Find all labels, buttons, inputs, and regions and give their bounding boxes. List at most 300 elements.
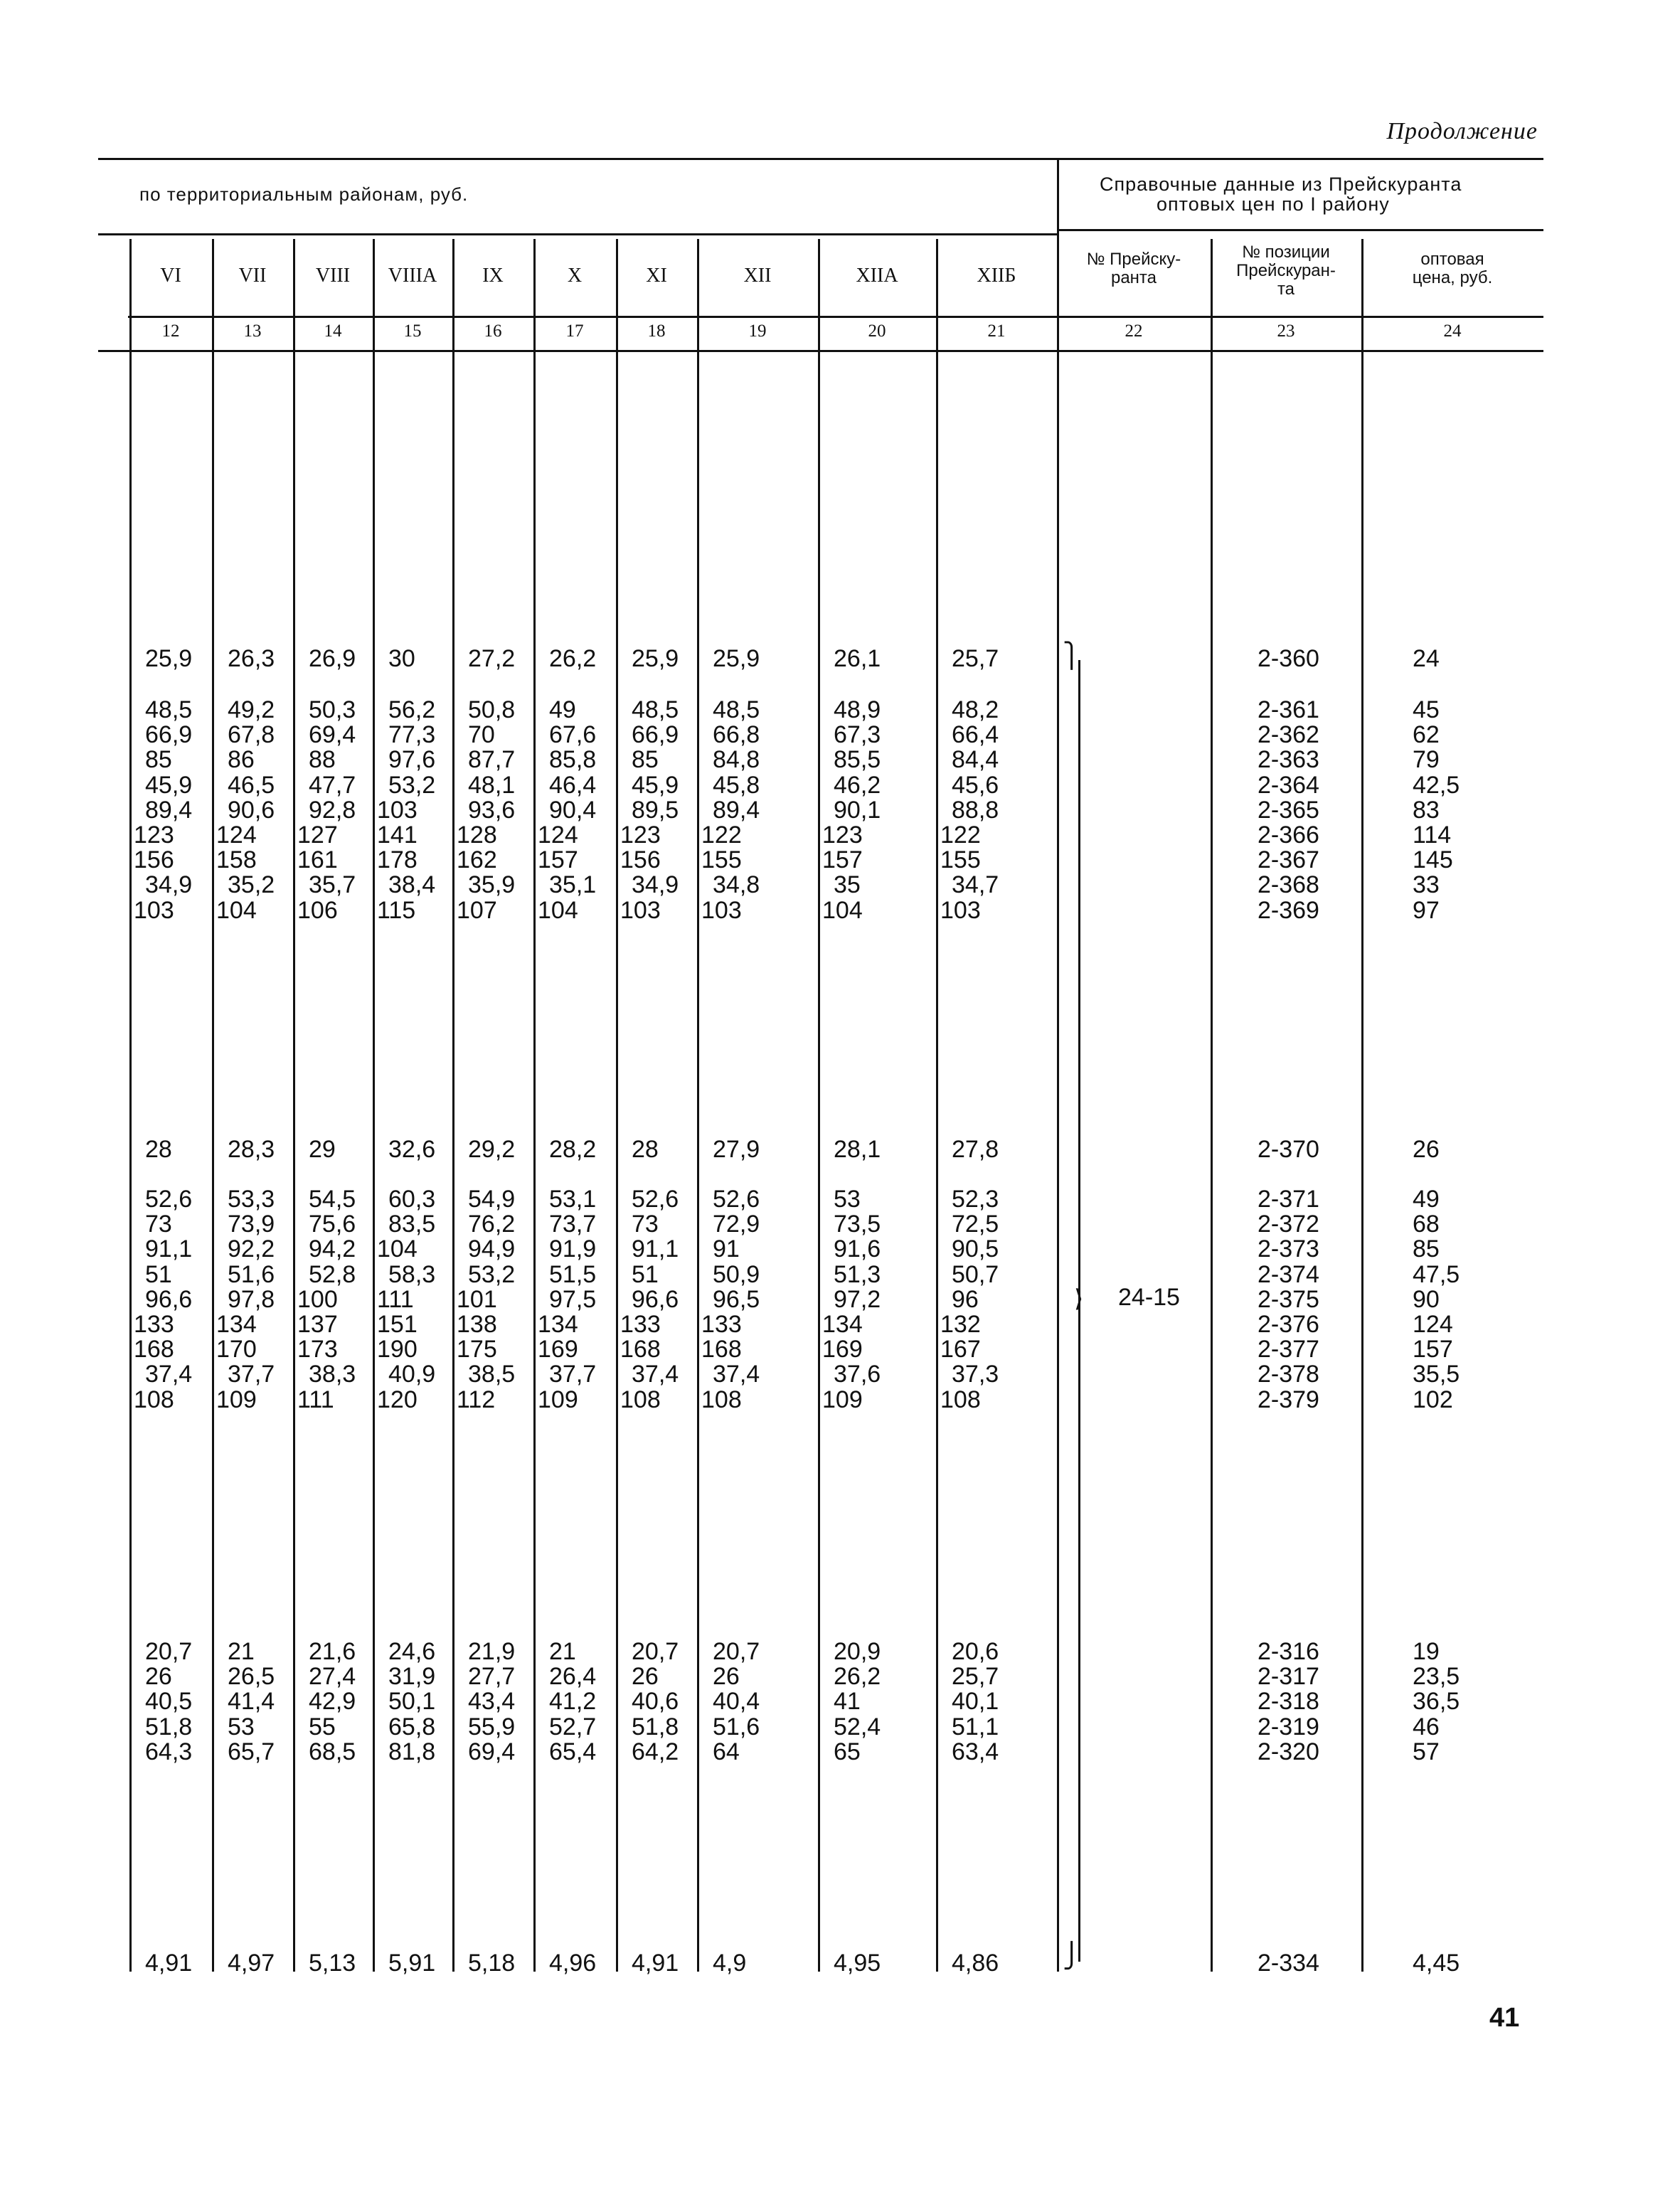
column-divider <box>936 239 938 1972</box>
price-cell: 50,1 <box>388 1688 436 1716</box>
price-cell: 134 <box>538 1311 578 1338</box>
price-cell: 4,91 <box>632 1950 679 1977</box>
price-cell: 90,1 <box>834 796 881 824</box>
price-cell: 20,9 <box>834 1638 881 1665</box>
price-cell: 127 <box>297 822 338 849</box>
region-column-number: 20 <box>868 321 886 341</box>
price-cell: 29 <box>309 1136 336 1163</box>
header-bottom-rule <box>98 350 1543 352</box>
price-cell: 32,6 <box>388 1136 436 1163</box>
wholesale-price-cell: 90 <box>1413 1285 1440 1313</box>
price-cell: 5,91 <box>388 1950 436 1977</box>
price-cell: 45,8 <box>713 771 760 799</box>
price-cell: 49 <box>549 696 576 723</box>
price-cell: 25,7 <box>952 645 999 672</box>
reference-column-header: № Прейску- ранта <box>1086 250 1181 287</box>
price-cell: 72,5 <box>952 1211 999 1238</box>
price-cell: 73,9 <box>228 1211 275 1238</box>
region-column-header: X <box>567 265 583 287</box>
price-cell: 156 <box>620 846 661 874</box>
position-cell: 2-317 <box>1258 1663 1319 1691</box>
price-cell: 162 <box>457 846 497 874</box>
price-cell: 69,4 <box>309 721 356 749</box>
price-cell: 85,5 <box>834 746 881 774</box>
price-cell: 73 <box>632 1211 659 1238</box>
wholesale-price-cell: 157 <box>1413 1336 1453 1363</box>
position-cell: 2-373 <box>1258 1235 1319 1263</box>
page-number: 41 <box>1489 2003 1520 2033</box>
reference-column-number: 24 <box>1443 321 1462 341</box>
price-cell: 167 <box>940 1336 981 1363</box>
region-column-number: 21 <box>987 321 1006 341</box>
region-column-number: 16 <box>484 321 502 341</box>
price-cell: 26,2 <box>549 645 597 672</box>
price-cell: 170 <box>216 1336 257 1363</box>
price-cell: 40,9 <box>388 1361 436 1388</box>
price-cell: 90,5 <box>952 1235 999 1263</box>
price-cell: 38,3 <box>309 1361 356 1388</box>
reference-column-divider <box>1361 239 1363 1972</box>
price-cell: 28 <box>145 1136 172 1163</box>
region-column-number: 19 <box>748 321 767 341</box>
price-cell: 26,3 <box>228 645 275 672</box>
wholesale-price-cell: 97 <box>1413 896 1440 924</box>
price-cell: 120 <box>377 1386 418 1413</box>
region-column-header: XII <box>743 265 772 287</box>
wholesale-price-cell: 42,5 <box>1413 771 1460 799</box>
price-cell: 35,2 <box>228 871 275 899</box>
price-cell: 138 <box>457 1311 497 1338</box>
position-cell: 2-375 <box>1258 1285 1319 1313</box>
position-cell: 2-366 <box>1258 822 1319 849</box>
top-rule <box>98 158 1543 160</box>
position-cell: 2-318 <box>1258 1688 1319 1716</box>
price-cell: 27,7 <box>468 1663 516 1691</box>
price-cell: 20,7 <box>145 1638 193 1665</box>
price-cell: 96,6 <box>632 1285 679 1313</box>
bracket-middle: ⟩ <box>1074 1285 1084 1312</box>
wholesale-price-cell: 68 <box>1413 1211 1440 1238</box>
position-cell: 2-320 <box>1258 1738 1319 1765</box>
price-cell: 49,2 <box>228 696 275 723</box>
price-cell: 73,7 <box>549 1211 597 1238</box>
price-cell: 47,7 <box>309 771 356 799</box>
reference-column-number: 22 <box>1125 321 1143 341</box>
price-cell: 46,4 <box>549 771 597 799</box>
bracket-bottom: ⎭ <box>1063 1942 1081 1969</box>
price-cell: 53 <box>834 1186 861 1213</box>
price-cell: 26 <box>632 1663 659 1691</box>
price-cell: 29,2 <box>468 1136 516 1163</box>
price-cell: 38,5 <box>468 1361 516 1388</box>
regions-title: по территориальным районам, руб. <box>139 184 469 205</box>
price-cell: 37,3 <box>952 1361 999 1388</box>
price-cell: 51 <box>145 1260 172 1288</box>
price-cell: 104 <box>377 1235 418 1263</box>
price-cell: 27,9 <box>713 1136 760 1163</box>
price-cell: 21,9 <box>468 1638 516 1665</box>
price-cell: 93,6 <box>468 796 516 824</box>
price-cell: 123 <box>822 822 863 849</box>
price-cell: 89,4 <box>145 796 193 824</box>
price-cell: 132 <box>940 1311 981 1338</box>
price-cell: 94,2 <box>309 1235 356 1263</box>
price-cell: 104 <box>538 896 578 924</box>
price-cell: 26,5 <box>228 1663 275 1691</box>
price-cell: 169 <box>538 1336 578 1363</box>
price-cell: 73 <box>145 1211 172 1238</box>
price-cell: 21,6 <box>309 1638 356 1665</box>
price-cell: 87,7 <box>468 746 516 774</box>
price-cell: 34,9 <box>145 871 193 899</box>
price-cell: 34,8 <box>713 871 760 899</box>
price-cell: 133 <box>134 1311 174 1338</box>
price-cell: 68,5 <box>309 1738 356 1765</box>
price-cell: 48,1 <box>468 771 516 799</box>
price-cell: 134 <box>216 1311 257 1338</box>
continuation-label: Продолжение <box>1386 118 1538 144</box>
price-cell: 21 <box>549 1638 576 1665</box>
price-cell: 97,6 <box>388 746 436 774</box>
price-cell: 91,9 <box>549 1235 597 1263</box>
price-cell: 141 <box>377 822 418 849</box>
price-cell: 52,4 <box>834 1713 881 1740</box>
position-cell: 2-360 <box>1258 645 1319 672</box>
price-cell: 103 <box>701 896 742 924</box>
position-cell: 2-367 <box>1258 846 1319 874</box>
price-cell: 53,2 <box>388 771 436 799</box>
position-cell: 2-370 <box>1258 1136 1319 1163</box>
section-divider <box>1057 158 1059 1972</box>
price-cell: 34,9 <box>632 871 679 899</box>
price-cell: 65,8 <box>388 1713 436 1740</box>
column-head-rule <box>128 316 1543 318</box>
price-cell: 90,4 <box>549 796 597 824</box>
price-cell: 28 <box>632 1136 659 1163</box>
wholesale-price-cell: 102 <box>1413 1386 1453 1413</box>
price-cell: 104 <box>822 896 863 924</box>
wholesale-price-cell: 145 <box>1413 846 1453 874</box>
price-cell: 51,6 <box>713 1713 760 1740</box>
price-cell: 64 <box>713 1738 740 1765</box>
price-cell: 91,1 <box>632 1235 679 1263</box>
price-cell: 53,3 <box>228 1186 275 1213</box>
regions-header-rule <box>98 233 1057 235</box>
price-cell: 37,4 <box>145 1361 193 1388</box>
price-cell: 25,7 <box>952 1663 999 1691</box>
price-cell: 97,8 <box>228 1285 275 1313</box>
reference-title-line1: Справочные данные из Прейскуранта <box>1100 174 1462 195</box>
position-cell: 2-372 <box>1258 1211 1319 1238</box>
price-cell: 41,4 <box>228 1688 275 1716</box>
position-cell: 2-362 <box>1258 721 1319 749</box>
price-cell: 72,9 <box>713 1211 760 1238</box>
region-column-number: 13 <box>243 321 262 341</box>
price-cell: 26 <box>145 1663 172 1691</box>
wholesale-price-cell: 49 <box>1413 1186 1440 1213</box>
price-cell: 151 <box>377 1311 418 1338</box>
price-cell: 67,6 <box>549 721 597 749</box>
position-cell: 2-363 <box>1258 746 1319 774</box>
region-column-number: 12 <box>161 321 180 341</box>
price-cell: 53 <box>228 1713 255 1740</box>
region-column-header: VIIIA <box>388 265 437 287</box>
price-cell: 91 <box>713 1235 740 1263</box>
column-divider <box>818 239 820 1972</box>
price-cell: 111 <box>377 1285 414 1313</box>
price-cell: 55,9 <box>468 1713 516 1740</box>
price-cell: 52,7 <box>549 1713 597 1740</box>
price-cell: 108 <box>134 1386 174 1413</box>
price-cell: 100 <box>297 1285 338 1313</box>
price-cell: 45,6 <box>952 771 999 799</box>
position-cell: 2-368 <box>1258 871 1319 899</box>
price-cell: 88 <box>309 746 336 774</box>
region-column-header: XI <box>646 265 667 287</box>
price-cell: 27,8 <box>952 1136 999 1163</box>
position-cell: 2-374 <box>1258 1260 1319 1288</box>
price-cell: 25,9 <box>632 645 679 672</box>
price-cell: 27,2 <box>468 645 516 672</box>
price-cell: 77,3 <box>388 721 436 749</box>
price-cell: 53,1 <box>549 1186 597 1213</box>
price-cell: 107 <box>457 896 497 924</box>
price-cell: 65 <box>834 1738 861 1765</box>
position-cell: 2-378 <box>1258 1361 1319 1388</box>
price-cell: 51,3 <box>834 1260 881 1288</box>
price-cell: 46,2 <box>834 771 881 799</box>
price-cell: 51,8 <box>145 1713 193 1740</box>
price-cell: 156 <box>134 846 174 874</box>
price-cell: 46,5 <box>228 771 275 799</box>
region-column-header: XIIБ <box>977 265 1016 287</box>
price-cell: 52,3 <box>952 1186 999 1213</box>
price-cell: 27,4 <box>309 1663 356 1691</box>
price-cell: 52,6 <box>145 1186 193 1213</box>
price-cell: 28,2 <box>549 1136 597 1163</box>
wholesale-price-cell: 83 <box>1413 796 1440 824</box>
price-cell: 24,6 <box>388 1638 436 1665</box>
price-cell: 37,4 <box>713 1361 760 1388</box>
price-cell: 168 <box>134 1336 174 1363</box>
region-column-number: 14 <box>324 321 342 341</box>
reference-column-number: 23 <box>1277 321 1295 341</box>
price-cell: 26,4 <box>549 1663 597 1691</box>
price-cell: 155 <box>940 846 981 874</box>
price-cell: 65,7 <box>228 1738 275 1765</box>
reference-header-rule <box>1057 229 1543 231</box>
price-cell: 53,2 <box>468 1260 516 1288</box>
price-cell: 175 <box>457 1336 497 1363</box>
price-cell: 122 <box>940 822 981 849</box>
price-cell: 84,8 <box>713 746 760 774</box>
price-cell: 31,9 <box>388 1663 436 1691</box>
price-cell: 45,9 <box>632 771 679 799</box>
price-cell: 81,8 <box>388 1738 436 1765</box>
wholesale-price-cell: 46 <box>1413 1713 1440 1740</box>
position-cell: 2-377 <box>1258 1336 1319 1363</box>
price-cell: 4,96 <box>549 1950 597 1977</box>
price-cell: 45,9 <box>145 771 193 799</box>
price-cell: 37,7 <box>549 1361 597 1388</box>
price-cell: 50,8 <box>468 696 516 723</box>
price-cell: 25,9 <box>145 645 193 672</box>
price-cell: 48,5 <box>713 696 760 723</box>
price-cell: 90,6 <box>228 796 275 824</box>
reference-column-divider <box>1211 239 1213 1972</box>
price-cell: 42,9 <box>309 1688 356 1716</box>
price-cell: 92,8 <box>309 796 356 824</box>
price-cell: 64,2 <box>632 1738 679 1765</box>
price-cell: 89,5 <box>632 796 679 824</box>
price-cell: 26,2 <box>834 1663 881 1691</box>
price-cell: 40,1 <box>952 1688 999 1716</box>
price-cell: 123 <box>620 822 661 849</box>
wholesale-price-cell: 62 <box>1413 721 1440 749</box>
price-cell: 190 <box>377 1336 418 1363</box>
price-cell: 70 <box>468 721 495 749</box>
price-cell: 28,1 <box>834 1136 881 1163</box>
price-cell: 40,4 <box>713 1688 760 1716</box>
price-cell: 5,18 <box>468 1950 516 1977</box>
price-cell: 4,9 <box>713 1950 747 1977</box>
price-cell: 35,1 <box>549 871 597 899</box>
price-cell: 178 <box>377 846 418 874</box>
wholesale-price-cell: 124 <box>1413 1311 1453 1338</box>
price-cell: 85 <box>145 746 172 774</box>
position-cell: 2-369 <box>1258 896 1319 924</box>
price-cell: 25,9 <box>713 645 760 672</box>
wholesale-price-cell: 114 <box>1413 822 1452 849</box>
price-cell: 84,4 <box>952 746 999 774</box>
price-cell: 108 <box>701 1386 742 1413</box>
price-cell: 96,5 <box>713 1285 760 1313</box>
price-cell: 20,7 <box>713 1638 760 1665</box>
price-cell: 104 <box>216 896 257 924</box>
price-cell: 161 <box>297 846 338 874</box>
price-cell: 106 <box>297 896 338 924</box>
position-cell: 2-334 <box>1258 1950 1319 1977</box>
price-cell: 123 <box>134 822 174 849</box>
price-cell: 41,2 <box>549 1688 597 1716</box>
wholesale-price-cell: 19 <box>1413 1638 1440 1665</box>
price-cell: 124 <box>216 822 257 849</box>
price-cell: 30 <box>388 645 415 672</box>
wholesale-price-cell: 57 <box>1413 1738 1440 1765</box>
price-cell: 28,3 <box>228 1136 275 1163</box>
price-cell: 54,5 <box>309 1186 356 1213</box>
wholesale-price-cell: 24 <box>1413 645 1440 672</box>
price-cell: 97,5 <box>549 1285 597 1313</box>
price-cell: 65,4 <box>549 1738 597 1765</box>
price-cell: 96 <box>952 1285 979 1313</box>
wholesale-price-cell: 79 <box>1413 746 1440 774</box>
price-cell: 20,7 <box>632 1638 679 1665</box>
reference-title-line2: оптовых цен по I району <box>1157 193 1390 215</box>
region-column-number: 17 <box>565 321 584 341</box>
price-cell: 26,9 <box>309 645 356 672</box>
price-cell: 50,7 <box>952 1260 999 1288</box>
position-cell: 2-361 <box>1258 696 1319 723</box>
price-cell: 108 <box>940 1386 981 1413</box>
region-column-number: 15 <box>403 321 422 341</box>
price-cell: 109 <box>538 1386 578 1413</box>
price-cell: 108 <box>620 1386 661 1413</box>
price-cell: 168 <box>620 1336 661 1363</box>
region-column-header: VI <box>160 265 181 287</box>
price-cell: 35 <box>834 871 861 899</box>
reference-column-header: оптовая цена, руб. <box>1412 250 1493 287</box>
price-cell: 43,4 <box>468 1688 516 1716</box>
price-cell: 96,6 <box>145 1285 193 1313</box>
price-cell: 67,8 <box>228 721 275 749</box>
price-cell: 48,5 <box>632 696 679 723</box>
price-cell: 37,6 <box>834 1361 881 1388</box>
price-cell: 85 <box>632 746 659 774</box>
price-cell: 52,8 <box>309 1260 356 1288</box>
wholesale-price-cell: 35,5 <box>1413 1361 1460 1388</box>
price-cell: 48,5 <box>145 696 193 723</box>
price-cell: 103 <box>134 896 174 924</box>
price-cell: 134 <box>822 1311 863 1338</box>
price-cell: 35,7 <box>309 871 356 899</box>
price-cell: 54,9 <box>468 1186 516 1213</box>
price-cell: 48,9 <box>834 696 881 723</box>
price-cell: 64,3 <box>145 1738 193 1765</box>
price-cell: 52,6 <box>632 1186 679 1213</box>
price-cell: 38,4 <box>388 871 436 899</box>
price-cell: 169 <box>822 1336 863 1363</box>
price-cell: 83,5 <box>388 1211 436 1238</box>
price-cell: 85,8 <box>549 746 597 774</box>
column-divider <box>533 239 536 1972</box>
price-cell: 48,2 <box>952 696 999 723</box>
price-cell: 66,9 <box>145 721 193 749</box>
position-cell: 2-371 <box>1258 1186 1319 1213</box>
position-cell: 2-364 <box>1258 771 1319 799</box>
price-cell: 51,6 <box>228 1260 275 1288</box>
position-cell: 2-365 <box>1258 796 1319 824</box>
price-cell: 4,86 <box>952 1950 999 1977</box>
price-cell: 158 <box>216 846 257 874</box>
price-cell: 66,9 <box>632 721 679 749</box>
price-cell: 111 <box>297 1386 334 1413</box>
price-cell: 26 <box>713 1663 740 1691</box>
price-cell: 92,2 <box>228 1235 275 1263</box>
price-cell: 52,6 <box>713 1186 760 1213</box>
price-cell: 128 <box>457 822 497 849</box>
price-cell: 50,3 <box>309 696 356 723</box>
region-column-header: IX <box>482 265 504 287</box>
price-cell: 4,91 <box>145 1950 193 1977</box>
wholesale-price-cell: 85 <box>1413 1235 1440 1263</box>
price-cell: 94,9 <box>468 1235 516 1263</box>
price-cell: 37,7 <box>228 1361 275 1388</box>
pricelist-number: 24-15 <box>1118 1284 1180 1311</box>
price-cell: 63,4 <box>952 1738 999 1765</box>
price-cell: 88,8 <box>952 796 999 824</box>
price-cell: 157 <box>822 846 863 874</box>
price-cell: 124 <box>538 822 578 849</box>
price-cell: 103 <box>620 896 661 924</box>
price-cell: 56,2 <box>388 696 436 723</box>
price-cell: 26,1 <box>834 645 881 672</box>
price-cell: 5,13 <box>309 1950 356 1977</box>
price-cell: 103 <box>377 796 418 824</box>
price-cell: 115 <box>377 896 416 924</box>
column-divider <box>293 239 295 1972</box>
price-cell: 35,9 <box>468 871 516 899</box>
